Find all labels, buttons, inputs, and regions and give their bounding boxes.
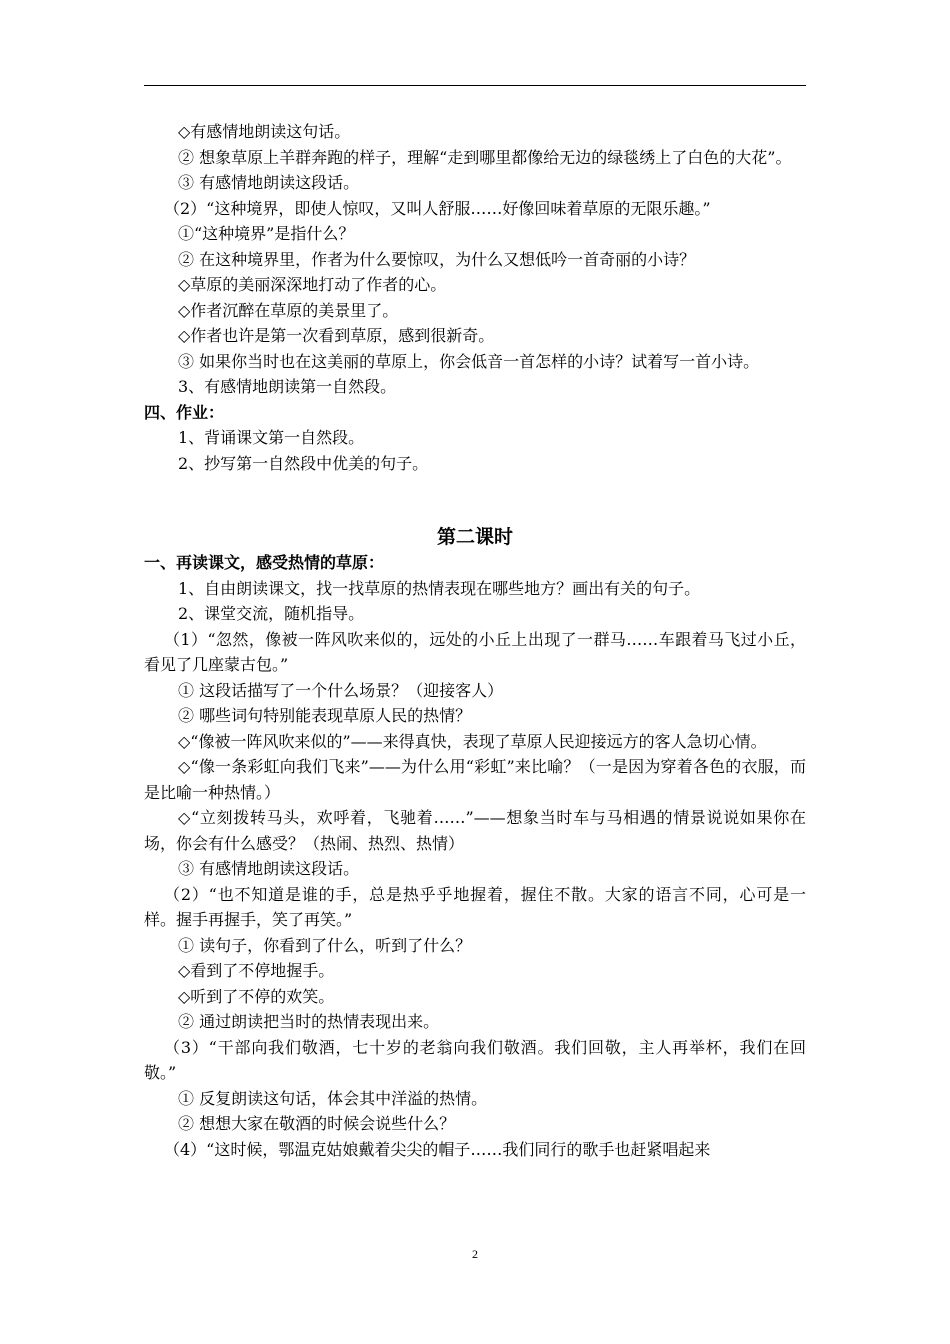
text-line: ◇草原的美丽深深地打动了作者的心。 — [178, 275, 447, 294]
text-line: ① 反复朗读这句话，体会其中洋溢的热情。 — [178, 1088, 488, 1108]
homework-item: 1、背诵课文第一自然段。 — [178, 428, 365, 447]
text-line: ◇作者也许是第一次看到草原，感到很新奇。 — [178, 326, 495, 345]
text-paragraph: （2）“也不知道是谁的手，总是热乎乎地握着，握住不散。大家的语言不同，心可是一样。握手再握手，笑了再笑。” — [144, 884, 806, 929]
page-body — [144, 119, 806, 1162]
text-line: ① 读句子，你看到了什么，听到了什么？ — [178, 935, 472, 955]
text-paragraph: ③ 如果你当时也在这美丽的草原上，你会低音一首怎样的小诗？试着写一首小诗。 — [178, 351, 760, 371]
text-line: ◇作者沉醉在草原的美景里了。 — [178, 300, 399, 320]
text-line: 2、课堂交流，随机指导。 — [178, 604, 365, 623]
text-line: （2）“这种境界，即使人惊叹，又叫人舒服……好像回味着草原的无限乐趣。” — [164, 198, 711, 218]
text-line: ◇看到了不停地握手。 — [178, 961, 335, 980]
text-line: ①“这种境界”是指什么？ — [178, 224, 355, 243]
section-gap — [144, 476, 806, 524]
text-line: ◇有感情地朗读这句话。 — [178, 122, 351, 141]
page-number: 2 — [472, 1247, 478, 1261]
text-line: ① 这段话描写了一个什么场景？（迎接客人） — [178, 680, 504, 700]
header-rule — [144, 85, 806, 86]
text-line: ② 想想大家在敬酒的时候会说些什么？ — [178, 1114, 456, 1133]
text-paragraph: （3）“干部向我们敬酒，七十岁的老翁向我们敬酒。我们回敬，主人再举杯，我们在回敬。” — [144, 1037, 806, 1082]
homework-heading: 四、作业： — [144, 402, 225, 422]
text-line: ③ 有感情地朗读这段话。 — [178, 173, 360, 192]
text-line: ② 通过朗读把当时的热情表现出来。 — [178, 1012, 440, 1031]
text-line: 3、有感情地朗读第一自然段。 — [178, 377, 397, 396]
text-paragraph: ◇“立刻拨转马头，欢呼着，飞驰着……”——想象当时车与马相遇的情景说说如果你在场，你会有什么感受？（热闹、热烈、热情） — [144, 808, 806, 853]
text-paragraph: （1）“忽然，像被一阵风吹来似的，远处的小丘上出现了一群马……车跟着马飞过小丘，看见了几座蒙古包。” — [144, 629, 806, 674]
section-heading: 一、再读课文，感受热情的草原： — [144, 553, 385, 572]
section-title: 第二课时 — [436, 526, 513, 548]
homework-item: 2、抄写第一自然段中优美的句子。 — [178, 453, 429, 473]
text-paragraph: ② 想象草原上羊群奔跑的样子，理解“走到哪里都像给无边的绿毯绣上了白色的大花”。 — [178, 147, 792, 167]
text-line: 1、自由朗读课文，找一找草原的热情表现在哪些地方？画出有关的句子。 — [178, 578, 701, 598]
text-line: ◇听到了不停的欢笑。 — [178, 986, 335, 1006]
text-line: ② 在这种境界里，作者为什么要惊叹，为什么又想低吟一首奇丽的小诗？ — [178, 249, 696, 269]
text-line: ③ 有感情地朗读这段话。 — [178, 859, 360, 878]
text-paragraph: ◇“像被一阵风吹来似的”——来得真快，表现了草原人民迎接远方的客人急切心情。 — [178, 731, 767, 751]
text-paragraph: ◇“像一条彩虹向我们飞来”——为什么用“彩虹”来比喻？（一是因为穿着各色的衣服，而是比喻一种热情。） — [144, 757, 806, 802]
text-line: ② 哪些词句特别能表现草原人民的热情？ — [178, 706, 472, 725]
text-line: （4）“这时候，鄂温克姑娘戴着尖尖的帽子……我们同行的歌手也赶紧唱起来 — [164, 1139, 711, 1159]
